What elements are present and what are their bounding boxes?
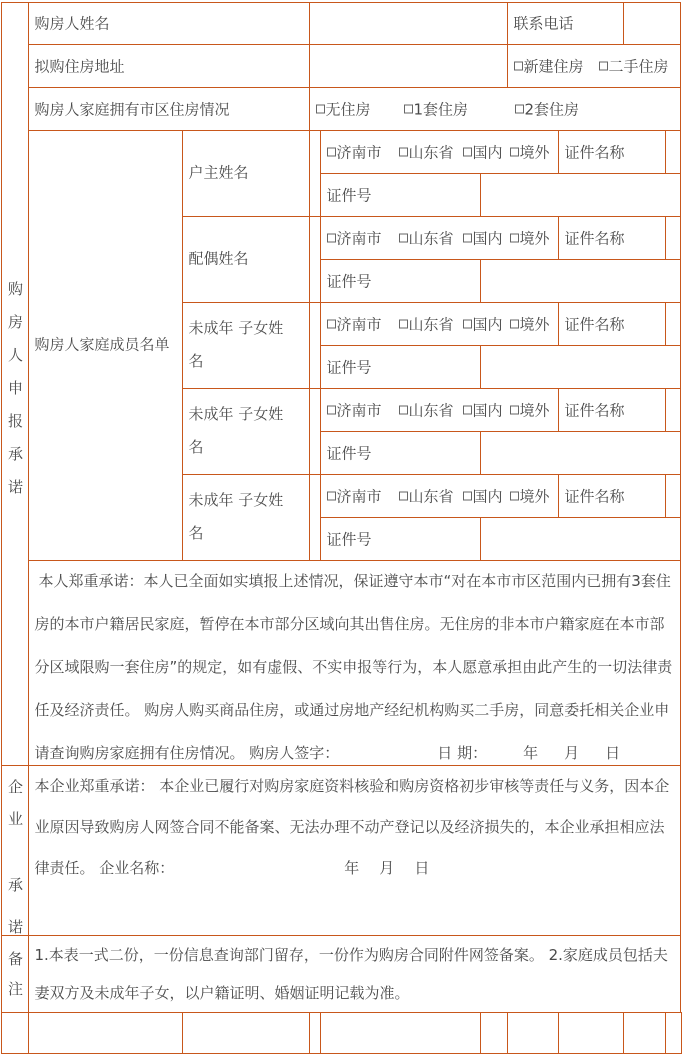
section-char: 购 <box>7 279 23 298</box>
enterprise-section-label <box>1 765 29 936</box>
section-char: 人 <box>7 345 23 364</box>
checkbox-icon[interactable] <box>463 319 472 328</box>
address-label-cell <box>28 44 310 88</box>
ownership-options-cell <box>309 87 681 131</box>
id-type-label-cell <box>558 302 666 346</box>
checkbox-icon[interactable] <box>399 233 408 242</box>
origin-option[interactable] <box>510 485 550 506</box>
second-hand-option[interactable] <box>599 55 669 76</box>
member-role-label: 未成年 子女姓名 <box>188 319 284 370</box>
id-number-field[interactable] <box>480 259 681 303</box>
buyer-name-label: 购房人姓名 <box>34 14 110 33</box>
option-label: 境外 <box>519 143 550 161</box>
day-label: 日 <box>605 743 621 762</box>
address-label: 拟购住房地址 <box>34 57 125 75</box>
checkbox-icon[interactable] <box>510 491 519 500</box>
checkbox-icon[interactable] <box>327 233 336 242</box>
month-label: 月 <box>379 858 395 877</box>
enterprise-commitment-cell <box>28 765 681 936</box>
id-number-field[interactable] <box>480 173 681 217</box>
year-label: 年 <box>523 743 539 762</box>
origin-option[interactable] <box>399 399 454 420</box>
id-number-label-cell <box>320 345 481 389</box>
buyer-name-label-cell <box>28 2 310 45</box>
option-label: 1套住房 <box>413 100 469 118</box>
section-char: 承 <box>7 444 23 463</box>
option-label: 境外 <box>519 401 550 419</box>
option-label: 国内 <box>472 487 503 505</box>
checkbox-icon[interactable] <box>463 405 472 414</box>
member-origin-cell <box>320 130 559 174</box>
empty-cell[interactable] <box>480 1012 508 1054</box>
day-label: 日 <box>414 858 430 877</box>
empty-cell[interactable] <box>558 1012 624 1054</box>
checkbox-icon[interactable] <box>510 319 519 328</box>
option-label: 济南市 <box>336 315 382 333</box>
empty-cell[interactable] <box>182 1012 310 1054</box>
empty-cell[interactable] <box>28 1012 183 1054</box>
option-label: 山东省 <box>408 229 454 247</box>
origin-option[interactable] <box>399 313 454 334</box>
option-label: 境外 <box>519 487 550 505</box>
checkbox-icon[interactable] <box>515 104 524 113</box>
id-type-label: 证件名称 <box>564 229 625 247</box>
section-char: 企 <box>7 777 23 796</box>
ownership-label: 购房人家庭拥有市区住房情况 <box>34 100 230 118</box>
checkbox-icon[interactable] <box>599 61 608 70</box>
empty-cell[interactable] <box>320 1012 481 1054</box>
id-number-label-cell <box>320 517 481 561</box>
id-type-label-cell <box>558 130 666 174</box>
id-type-field[interactable] <box>665 130 681 174</box>
option-label: 境外 <box>519 229 550 247</box>
origin-option[interactable] <box>463 227 503 248</box>
option-label: 国内 <box>472 143 503 161</box>
id-number-label-cell <box>320 259 481 303</box>
checkbox-icon[interactable] <box>399 147 408 156</box>
member-role-label: 配偶姓名 <box>188 249 249 268</box>
origin-option[interactable] <box>327 313 382 334</box>
option-label: 山东省 <box>408 487 454 505</box>
option-label: 新建住房 <box>523 57 584 75</box>
applicant-commitment-cell <box>28 560 681 766</box>
origin-option[interactable] <box>327 485 382 506</box>
empty-cell[interactable] <box>623 1012 666 1054</box>
checkbox-icon[interactable] <box>510 147 519 156</box>
section-char: 申 <box>7 378 23 397</box>
origin-option[interactable] <box>510 227 550 248</box>
address-field[interactable] <box>309 44 508 88</box>
family-members-label: 购房人家庭成员名单 <box>34 335 170 354</box>
empty-cell[interactable] <box>507 1012 559 1054</box>
date-label: 日 <box>437 743 453 762</box>
section-char: 房 <box>7 312 23 331</box>
section-char: 报 <box>7 411 23 430</box>
checkbox-icon[interactable] <box>510 233 519 242</box>
id-number-label: 证件号 <box>326 444 372 462</box>
option-label: 济南市 <box>336 143 382 161</box>
origin-option[interactable] <box>463 399 503 420</box>
section-char: 承 <box>7 875 23 894</box>
checkbox-icon[interactable] <box>399 319 408 328</box>
id-number-label: 证件号 <box>326 530 372 548</box>
member-origin-cell <box>320 216 559 260</box>
id-type-label-cell <box>558 474 666 518</box>
member-role-cell <box>182 130 310 217</box>
option-label: 济南市 <box>336 401 382 419</box>
section-char: 诺 <box>7 477 23 496</box>
origin-option[interactable] <box>510 313 550 334</box>
id-type-label-cell <box>558 388 666 432</box>
empty-cell[interactable] <box>1 1012 29 1054</box>
checkbox-icon[interactable] <box>327 319 336 328</box>
house-type-cell <box>507 44 681 88</box>
month-label: 月 <box>564 743 580 762</box>
notes-text: 1.本表一式二份，一份信息查询部门留存，一份作为购房合同附件网签备案。 2.家庭成员包括夫妻双方及未成年子女，以户籍证明、婚姻证明记载为准。 <box>34 945 668 1002</box>
member-role-cell <box>182 388 310 475</box>
checkbox-icon[interactable] <box>327 491 336 500</box>
empty-cell[interactable] <box>665 1012 682 1054</box>
notes-section-label <box>1 935 29 1013</box>
option-label: 济南市 <box>336 229 382 247</box>
commitment-body: 本企业郑重承诺： 本企业已履行对购房家庭资料核验和购房资格初步审核等责任与义务，因本企业原因导致购房人网签合同不能备案、无法办理不动产登记以及经济损失的，本企业承担相应法律责任。 企业名称： <box>34 776 670 877</box>
phone-label-cell <box>507 2 624 45</box>
member-origin-cell <box>320 474 559 518</box>
date-label: 期： <box>457 743 488 762</box>
id-type-field[interactable] <box>665 302 681 346</box>
member-role-cell <box>182 216 310 303</box>
checkbox-icon[interactable] <box>399 491 408 500</box>
option-label: 山东省 <box>408 143 454 161</box>
checkbox-icon[interactable] <box>404 104 413 113</box>
member-origin-cell <box>320 388 559 432</box>
applicant-section-label <box>1 2 29 766</box>
id-number-label-cell <box>320 173 481 217</box>
id-number-label-cell <box>320 431 481 475</box>
id-type-label: 证件名称 <box>564 401 625 419</box>
origin-option[interactable] <box>327 227 382 248</box>
member-origin-cell <box>320 302 559 346</box>
origin-option[interactable] <box>399 141 454 162</box>
phone-label: 联系电话 <box>513 14 574 33</box>
buyer-name-field[interactable] <box>309 2 508 45</box>
option-label: 无住房 <box>325 100 371 118</box>
option-label: 境外 <box>519 315 550 333</box>
origin-option[interactable] <box>327 141 382 162</box>
section-char: 注 <box>7 979 23 998</box>
checkbox-icon[interactable] <box>463 233 472 242</box>
checkbox-icon[interactable] <box>399 405 408 414</box>
origin-option[interactable] <box>510 141 550 162</box>
commitment-body: 本人郑重承诺：本人已全面如实填报上述情况，保证遵守本市“对在本市市区范围内已拥有3套住房的本市户籍居民家庭，暂停在本市部分区域向其出售住房。无住房的非本市户籍家庭在本市部分区域限购一套住房”的规定，如有虚假、不实申报等行为，本人愿意承担由此产生的一切法律责任及经济责任。 购房人购买商品住房，或通过房地产经纪机构购买二手房，同意委托相关企业申请查询购房家庭拥有住房情况。 购房人签字： <box>34 571 673 762</box>
checkbox-icon[interactable] <box>514 61 523 70</box>
member-role-label: 户主姓名 <box>188 163 249 182</box>
checkbox-icon[interactable] <box>316 104 325 113</box>
option-label: 国内 <box>472 229 503 247</box>
origin-option[interactable] <box>399 485 454 506</box>
id-type-field[interactable] <box>665 474 681 518</box>
id-number-label: 证件号 <box>326 272 372 290</box>
origin-option[interactable] <box>463 141 503 162</box>
ownership-label-cell <box>28 87 310 131</box>
new-house-option[interactable] <box>514 55 584 76</box>
checkbox-icon[interactable] <box>327 405 336 414</box>
origin-option[interactable] <box>399 227 454 248</box>
origin-option[interactable] <box>463 313 503 334</box>
id-type-label-cell <box>558 216 666 260</box>
two-house-option[interactable] <box>515 98 580 119</box>
phone-field[interactable] <box>623 2 681 45</box>
one-house-option[interactable] <box>404 98 469 119</box>
member-role-cell <box>182 302 310 389</box>
no-house-option[interactable] <box>316 98 371 119</box>
origin-option[interactable] <box>510 399 550 420</box>
option-label: 2套住房 <box>524 100 580 118</box>
notes-cell <box>28 935 681 1013</box>
checkbox-icon[interactable] <box>327 147 336 156</box>
id-number-field[interactable] <box>480 345 681 389</box>
member-role-cell <box>182 474 310 561</box>
id-number-field[interactable] <box>480 517 681 561</box>
option-label: 二手住房 <box>608 57 669 75</box>
applicant-commitment-text <box>35 560 676 775</box>
id-number-field[interactable] <box>480 431 681 475</box>
option-label: 山东省 <box>408 315 454 333</box>
id-type-label: 证件名称 <box>564 315 625 333</box>
checkbox-icon[interactable] <box>463 491 472 500</box>
member-role-label: 未成年 子女姓名 <box>188 405 284 456</box>
origin-option[interactable] <box>463 485 503 506</box>
option-label: 山东省 <box>408 401 454 419</box>
option-label: 国内 <box>472 401 503 419</box>
id-type-label: 证件名称 <box>564 143 625 161</box>
section-char: 备 <box>7 949 23 968</box>
checkbox-icon[interactable] <box>510 405 519 414</box>
option-label: 国内 <box>472 315 503 333</box>
origin-option[interactable] <box>327 399 382 420</box>
id-type-field[interactable] <box>665 216 681 260</box>
id-type-label: 证件名称 <box>564 487 625 505</box>
id-number-label: 证件号 <box>326 358 372 376</box>
section-char: 业 <box>7 809 23 828</box>
family-members-label-cell <box>28 130 183 561</box>
option-label: 济南市 <box>336 487 382 505</box>
id-type-field[interactable] <box>665 388 681 432</box>
checkbox-icon[interactable] <box>463 147 472 156</box>
section-char: 诺 <box>7 917 23 936</box>
id-number-label: 证件号 <box>326 186 372 204</box>
enterprise-commitment-text <box>35 766 676 889</box>
year-label: 年 <box>344 858 360 877</box>
member-role-label: 未成年 子女姓名 <box>188 491 284 542</box>
